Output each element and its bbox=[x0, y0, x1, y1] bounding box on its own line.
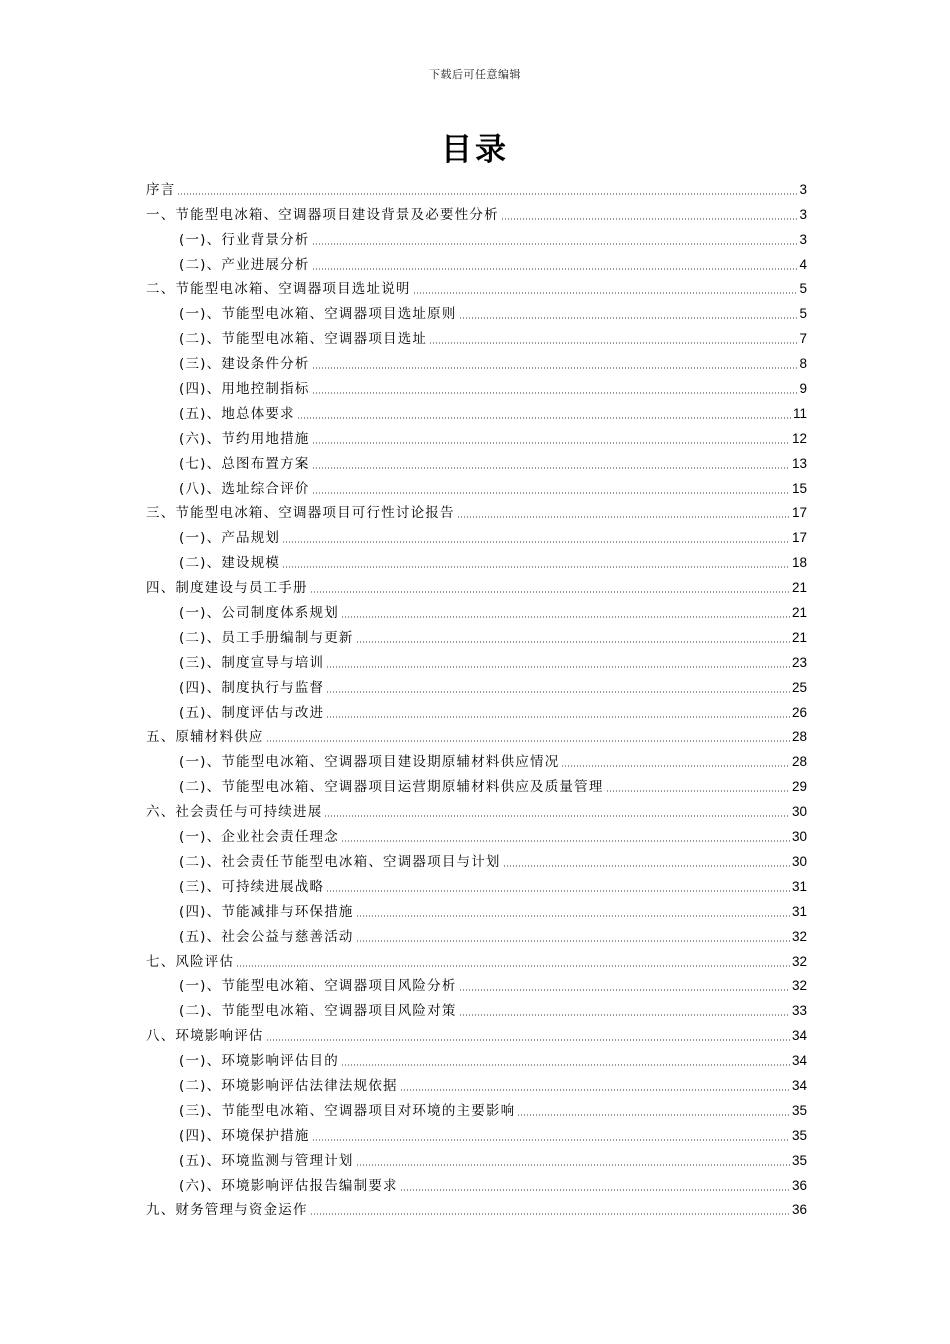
toc-dot-leader bbox=[326, 890, 790, 892]
toc-dot-leader bbox=[326, 666, 790, 668]
toc-entry-page-number: 4 bbox=[799, 256, 807, 272]
toc-entry-label: (五)、制度评估与改进 bbox=[179, 704, 325, 721]
toc-entry-page-number: 32 bbox=[791, 953, 807, 969]
toc-entry[interactable] bbox=[146, 498, 807, 523]
toc-entry-label: (二)、产业进展分析 bbox=[179, 256, 310, 273]
toc-dot-leader bbox=[517, 1114, 790, 1116]
toc-entry[interactable] bbox=[146, 547, 807, 572]
toc-dot-leader bbox=[310, 1213, 790, 1215]
toc-entry[interactable] bbox=[146, 1045, 807, 1070]
toc-entry-page-number: 36 bbox=[791, 1177, 807, 1193]
toc-entry[interactable] bbox=[146, 373, 807, 398]
toc-entry[interactable] bbox=[146, 423, 807, 448]
toc-entry[interactable] bbox=[146, 199, 807, 224]
toc-entry[interactable] bbox=[146, 946, 807, 971]
toc-entry[interactable] bbox=[146, 846, 807, 871]
toc-entry[interactable] bbox=[146, 398, 807, 423]
toc-entry-label: (一)、产品规划 bbox=[179, 530, 281, 547]
toc-entry[interactable] bbox=[146, 995, 807, 1020]
toc-entry-label: 一、节能型电冰箱、空调器项目建设背景及必要性分析 bbox=[146, 206, 499, 223]
toc-dot-leader bbox=[413, 292, 798, 294]
toc-entry[interactable] bbox=[146, 1095, 807, 1120]
toc-dot-leader bbox=[297, 417, 791, 419]
toc-dot-leader bbox=[459, 1014, 790, 1016]
toc-entry-label: (一)、节能型电冰箱、空调器项目选址原则 bbox=[179, 306, 457, 323]
toc-entry-page-number: 8 bbox=[799, 356, 807, 372]
toc-entry-label: 七、风险评估 bbox=[146, 953, 235, 970]
toc-entry-label: (七)、总图布置方案 bbox=[179, 455, 310, 472]
toc-dot-leader bbox=[356, 641, 790, 643]
toc-entry-page-number: 5 bbox=[799, 306, 807, 322]
toc-entry-label: (四)、节能减排与环保措施 bbox=[179, 903, 354, 920]
toc-entry-page-number: 18 bbox=[791, 555, 807, 571]
toc-entry-page-number: 21 bbox=[791, 605, 807, 621]
toc-entry-page-number: 13 bbox=[791, 455, 807, 471]
toc-entry-page-number: 29 bbox=[791, 779, 807, 795]
table-of-contents bbox=[146, 174, 807, 1219]
toc-entry-label: (五)、社会公益与慈善活动 bbox=[179, 928, 354, 945]
toc-dot-leader bbox=[429, 342, 797, 344]
toc-entry-label: (二)、环境影响评估法律法规依据 bbox=[179, 1077, 398, 1094]
toc-entry[interactable] bbox=[146, 174, 807, 199]
toc-entry-label: (四)、制度执行与监督 bbox=[179, 679, 325, 696]
toc-entry-label: (二)、建设规模 bbox=[179, 555, 281, 572]
toc-entry[interactable] bbox=[146, 1170, 807, 1195]
toc-entry[interactable] bbox=[146, 448, 807, 473]
toc-entry[interactable] bbox=[146, 274, 807, 299]
toc-entry-label: (二)、社会责任节能型电冰箱、空调器项目与计划 bbox=[179, 853, 501, 870]
toc-entry[interactable] bbox=[146, 971, 807, 996]
toc-dot-leader bbox=[312, 492, 790, 494]
toc-dot-leader bbox=[310, 591, 790, 593]
toc-entry[interactable] bbox=[146, 249, 807, 274]
toc-dot-leader bbox=[501, 218, 798, 220]
toc-entry-page-number: 7 bbox=[799, 331, 807, 347]
toc-entry[interactable] bbox=[146, 746, 807, 771]
toc-entry-page-number: 23 bbox=[791, 654, 807, 670]
toc-entry-label: (三)、节能型电冰箱、空调器项目对环境的主要影响 bbox=[179, 1102, 516, 1119]
toc-entry[interactable] bbox=[146, 672, 807, 697]
toc-entry[interactable] bbox=[146, 597, 807, 622]
toc-entry-page-number: 36 bbox=[791, 1202, 807, 1218]
toc-dot-leader bbox=[312, 243, 798, 245]
toc-entry-label: 五、原辅材料供应 bbox=[146, 729, 264, 746]
toc-dot-leader bbox=[312, 1139, 790, 1141]
toc-entry-label: (三)、制度宣导与培训 bbox=[179, 654, 325, 671]
toc-entry[interactable] bbox=[146, 522, 807, 547]
toc-entry-page-number: 12 bbox=[791, 430, 807, 446]
toc-dot-leader bbox=[341, 840, 790, 842]
toc-entry[interactable] bbox=[146, 771, 807, 796]
toc-entry-label: (二)、节能型电冰箱、空调器项目风险对策 bbox=[179, 1003, 457, 1020]
toc-dot-leader bbox=[266, 1039, 790, 1041]
toc-dot-leader bbox=[606, 790, 790, 792]
toc-entry-label: (四)、环境保护措施 bbox=[179, 1127, 310, 1144]
toc-entry-label: (五)、环境监测与管理计划 bbox=[179, 1152, 354, 1169]
toc-entry-page-number: 30 bbox=[791, 804, 807, 820]
toc-dot-leader bbox=[236, 965, 790, 967]
header-note: 下载后可任意编辑 bbox=[429, 68, 521, 81]
toc-entry-label: 九、财务管理与资金运作 bbox=[146, 1202, 308, 1219]
toc-entry-page-number: 11 bbox=[792, 405, 807, 421]
toc-entry-page-number: 35 bbox=[791, 1152, 807, 1168]
toc-entry-label: 八、环境影响评估 bbox=[146, 1028, 264, 1045]
toc-entry-page-number: 3 bbox=[799, 181, 807, 197]
toc-dot-leader bbox=[459, 989, 790, 991]
toc-dot-leader bbox=[356, 940, 790, 942]
toc-entry[interactable] bbox=[146, 896, 807, 921]
toc-entry-page-number: 26 bbox=[791, 704, 807, 720]
toc-entry[interactable] bbox=[146, 1195, 807, 1220]
toc-entry[interactable] bbox=[146, 1145, 807, 1170]
toc-entry-label: (二)、节能型电冰箱、空调器项目运营期原辅材料供应及质量管理 bbox=[179, 779, 604, 796]
toc-dot-leader bbox=[503, 865, 790, 867]
toc-entry-label: 四、制度建设与员工手册 bbox=[146, 580, 308, 597]
toc-dot-leader bbox=[326, 691, 790, 693]
toc-entry[interactable] bbox=[146, 298, 807, 323]
toc-dot-leader bbox=[356, 915, 790, 917]
toc-dot-leader bbox=[324, 815, 790, 817]
toc-entry-page-number: 33 bbox=[791, 1003, 807, 1019]
toc-entry-label: 序言 bbox=[146, 181, 176, 198]
toc-dot-leader bbox=[459, 317, 798, 319]
toc-entry[interactable] bbox=[146, 1070, 807, 1095]
toc-entry-page-number: 34 bbox=[791, 1053, 807, 1069]
toc-entry-page-number: 34 bbox=[791, 1077, 807, 1093]
toc-entry-page-number: 3 bbox=[799, 231, 807, 247]
toc-dot-leader bbox=[266, 740, 790, 742]
toc-entry-label: 六、社会责任与可持续进展 bbox=[146, 804, 323, 821]
toc-entry-page-number: 17 bbox=[791, 505, 807, 521]
toc-entry-page-number: 30 bbox=[791, 853, 807, 869]
toc-entry-page-number: 3 bbox=[799, 206, 807, 222]
toc-entry-label: (四)、用地控制指标 bbox=[179, 381, 310, 398]
toc-entry-page-number: 30 bbox=[791, 829, 807, 845]
toc-dot-leader bbox=[312, 367, 798, 369]
toc-entry-label: (三)、建设条件分析 bbox=[179, 356, 310, 373]
toc-dot-leader bbox=[561, 765, 790, 767]
toc-dot-leader bbox=[457, 516, 790, 518]
toc-dot-leader bbox=[356, 1164, 790, 1166]
toc-entry-page-number: 35 bbox=[791, 1102, 807, 1118]
toc-entry[interactable] bbox=[146, 1020, 807, 1045]
toc-entry-label: (一)、企业社会责任理念 bbox=[179, 829, 339, 846]
toc-entry[interactable] bbox=[146, 622, 807, 647]
toc-dot-leader bbox=[312, 268, 798, 270]
toc-entry[interactable] bbox=[146, 348, 807, 373]
toc-entry-page-number: 21 bbox=[791, 580, 807, 596]
toc-dot-leader bbox=[282, 566, 790, 568]
toc-dot-leader bbox=[177, 193, 797, 195]
toc-dot-leader bbox=[312, 467, 790, 469]
toc-entry-label: (二)、节能型电冰箱、空调器项目选址 bbox=[179, 331, 428, 348]
toc-entry-page-number: 17 bbox=[791, 530, 807, 546]
toc-entry[interactable] bbox=[146, 473, 807, 498]
toc-entry[interactable] bbox=[146, 722, 807, 747]
toc-entry-page-number: 34 bbox=[791, 1028, 807, 1044]
toc-entry-label: (一)、节能型电冰箱、空调器项目建设期原辅材料供应情况 bbox=[179, 754, 560, 771]
toc-title: 目录 bbox=[441, 132, 509, 168]
toc-entry-label: (三)、可持续进展战略 bbox=[179, 878, 325, 895]
toc-entry[interactable] bbox=[146, 1120, 807, 1145]
toc-entry-page-number: 15 bbox=[791, 480, 807, 496]
toc-dot-leader bbox=[326, 716, 790, 718]
toc-entry-label: (六)、节约用地措施 bbox=[179, 430, 310, 447]
toc-entry-label: (一)、环境影响评估目的 bbox=[179, 1053, 339, 1070]
toc-entry-page-number: 5 bbox=[799, 281, 807, 297]
toc-entry[interactable] bbox=[146, 224, 807, 249]
toc-dot-leader bbox=[341, 616, 790, 618]
toc-entry[interactable] bbox=[146, 572, 807, 597]
toc-entry[interactable] bbox=[146, 323, 807, 348]
toc-entry-label: (一)、公司制度体系规划 bbox=[179, 605, 339, 622]
toc-entry[interactable] bbox=[146, 921, 807, 946]
toc-dot-leader bbox=[400, 1189, 790, 1191]
toc-entry[interactable] bbox=[146, 821, 807, 846]
toc-dot-leader bbox=[282, 541, 790, 543]
toc-entry-label: (五)、地总体要求 bbox=[179, 405, 295, 422]
toc-dot-leader bbox=[341, 1064, 790, 1066]
toc-entry-page-number: 31 bbox=[791, 903, 807, 919]
toc-dot-leader bbox=[312, 392, 798, 394]
toc-entry-page-number: 9 bbox=[799, 381, 807, 397]
toc-entry-label: (二)、员工手册编制与更新 bbox=[179, 629, 354, 646]
toc-entry-page-number: 28 bbox=[791, 729, 807, 745]
toc-entry-page-number: 35 bbox=[791, 1127, 807, 1143]
toc-entry-page-number: 25 bbox=[791, 679, 807, 695]
toc-entry-page-number: 32 bbox=[791, 928, 807, 944]
toc-entry-label: (六)、环境影响评估报告编制要求 bbox=[179, 1177, 398, 1194]
toc-entry-page-number: 21 bbox=[791, 629, 807, 645]
toc-entry-page-number: 32 bbox=[791, 978, 807, 994]
toc-entry-page-number: 31 bbox=[791, 878, 807, 894]
toc-dot-leader bbox=[312, 442, 790, 444]
toc-entry[interactable] bbox=[146, 697, 807, 722]
toc-entry[interactable] bbox=[146, 647, 807, 672]
toc-dot-leader bbox=[400, 1089, 790, 1091]
toc-entry-page-number: 28 bbox=[791, 754, 807, 770]
toc-entry-label: (一)、节能型电冰箱、空调器项目风险分析 bbox=[179, 978, 457, 995]
toc-entry[interactable] bbox=[146, 796, 807, 821]
toc-entry-label: 二、节能型电冰箱、空调器项目选址说明 bbox=[146, 281, 411, 298]
toc-entry[interactable] bbox=[146, 871, 807, 896]
toc-entry-label: (八)、选址综合评价 bbox=[179, 480, 310, 497]
toc-entry-label: (一)、行业背景分析 bbox=[179, 231, 310, 248]
toc-entry-label: 三、节能型电冰箱、空调器项目可行性讨论报告 bbox=[146, 505, 455, 522]
